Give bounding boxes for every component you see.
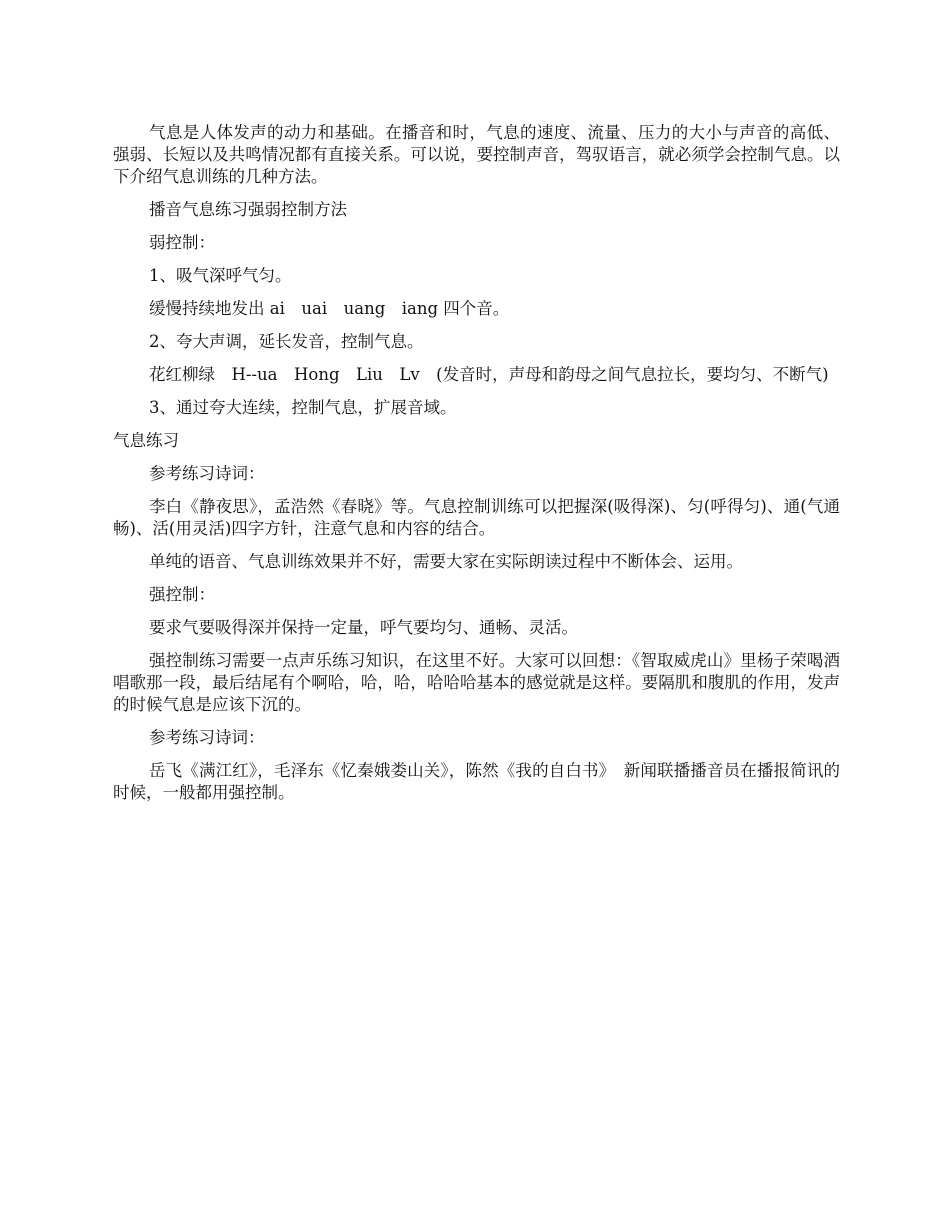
- paragraph-practice-note: 单纯的语音、气息训练效果并不好，需要大家在实际朗读过程中不断体会、运用。: [149, 552, 743, 571]
- paragraph-strong-control-requirement: 要求气要吸得深并保持一定量，呼气要均匀、通畅、灵活。: [149, 618, 578, 637]
- paragraph-strong-control-detail: 强控制练习需要一点声乐练习知识，在这里不好。大家可以回想：《智取威虎山》里杨子荣喝酒唱歌那一段，最后结尾有个啊哈，哈，哈，哈哈哈基本的感觉就是这样。要隔肌和腹肌的作用，发声的时候气息是应该下沉的。: [113, 651, 840, 714]
- paragraph-poems-detail-1: 李白《静夜思》，孟浩然《春晓》等。气息控制训练可以把握深(吸得深)、匀(呼得匀)、通(气通畅)、活(用灵活)四字方针，注意气息和内容的结合。: [113, 497, 840, 538]
- document-page: [113, 122, 840, 815]
- paragraph-step-2: 2、夸大声调，延长发音，控制气息。: [149, 332, 424, 351]
- paragraph-poems-detail-2: 岳飞《满江红》，毛泽东《忆秦娥娄山关》，陈然《我的自白书》 新闻联播播音员在播报简讯的时候，一般都用强控制。: [113, 761, 840, 802]
- paragraph-reference-poems-1: 参考练习诗词：: [149, 464, 265, 483]
- paragraph-intro: 气息是人体发声的动力和基础。在播音和时，气息的速度、流量、压力的大小与声音的高低、强弱、长短以及共鸣情况都有直接关系。可以说，要控制声音，驾驭语言，就必须学会控制气息。以下介绍气息训练的几种方法。: [113, 123, 840, 186]
- paragraph-step-1-detail: 缓慢持续地发出 ai uai uang iang 四个音。: [149, 299, 510, 318]
- paragraph-weak-control-heading: 弱控制：: [149, 233, 215, 252]
- paragraph-step-2-detail: 花红柳绿 H--ua Hong Liu Lv (发音时，声母和韵母之间气息拉长，要均匀、不断气): [149, 365, 829, 384]
- paragraph-reference-poems-2: 参考练习诗词：: [149, 728, 265, 747]
- paragraph-section-title: 播音气息练习强弱控制方法: [149, 200, 347, 219]
- paragraph-strong-control-heading: 强控制：: [149, 585, 215, 604]
- paragraph-step-3: 3、通过夸大连续，控制气息，扩展音域。: [149, 398, 457, 417]
- paragraph-step-1: 1、吸气深呼气匀。: [149, 266, 292, 285]
- paragraph-breath-practice-heading: 气息练习: [113, 431, 179, 450]
